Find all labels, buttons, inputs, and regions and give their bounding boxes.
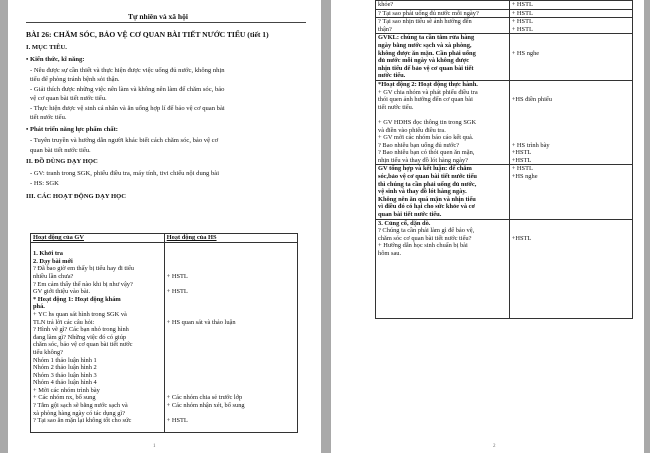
lesson-title: BÀI 26: CHĂM SÓC, BẢO VỆ CƠ QUAN BÀI TIẾT NƯỚC TIỂU (tiết 1): [26, 30, 269, 39]
cell-line: [167, 258, 295, 266]
cell-line: tiết nước tiểu.: [378, 103, 414, 111]
cell-line: +HS nghe: [511, 173, 538, 181]
cell-line: + GV mời các nhóm báo cáo kết quả.: [378, 134, 474, 142]
cell-line: Nhóm 2 thảo luận hình 2: [33, 364, 97, 372]
cell-line: [378, 258, 507, 266]
cell-line: [378, 303, 507, 311]
hs-cell: [509, 80, 632, 165]
table-row: [31, 242, 298, 433]
cell-line: GV giới thiệu vào bài.: [33, 288, 91, 296]
cell-line: [512, 89, 630, 97]
cell-line: + HSTL: [511, 1, 533, 8]
cell-line: [512, 227, 630, 235]
cell-line: chăm sóc cơ quan bài tiết nước tiểu?: [378, 234, 472, 242]
cell-line: [167, 357, 295, 365]
cell-line: 1. Khởi tra: [33, 250, 63, 258]
body-line: - Nêu được sự cần thiết và thực hiện được việc uống đủ nước, không nhịn: [30, 67, 225, 74]
cell-line: ? Đã bao giờ em thấy bị tiểu hay đi tiểu: [33, 265, 134, 273]
cell-line: [167, 410, 295, 418]
cell-line: vệ sinh và thay đồ lót hàng ngày.: [378, 188, 467, 196]
table-row: [376, 80, 633, 165]
gv-cell: [376, 34, 510, 81]
cell-line: phá.: [33, 303, 45, 311]
cell-line: [512, 104, 630, 112]
cell-line: *Hoạt động 2: Hoạt động thực hành.: [378, 80, 478, 88]
cell-line: nhịn tiểu để bảo vệ cơ quan bài tiết: [378, 64, 474, 72]
document-page-1: [8, 0, 321, 453]
page-header: Tự nhiên và xã hội: [128, 12, 188, 21]
cell-line: GVKL: chúng ta cần tắm rửa hàng: [378, 34, 475, 42]
gv-cell: [376, 219, 510, 319]
cell-line: + Hướng dẫn học sinh chuẩn bị bài: [378, 242, 468, 250]
cell-line: sóc,bảo vệ cơ quan bài tiết nước tiểu: [378, 173, 477, 181]
body-line: • Phát triển năng lực phẩm chất:: [26, 126, 118, 133]
cell-line: + HS trình bày: [511, 141, 550, 149]
cell-line: ? Hình vẽ gì? Các bạn nhỏ trong hình: [33, 326, 129, 334]
cell-line: + YC hs quan sát hình trong SGK và: [33, 310, 127, 318]
cell-line: + Các nhóm nhận xét, bổ sung: [166, 402, 245, 410]
cell-line: nhịn tiểu và thay đồ lót hàng ngày?: [378, 156, 468, 164]
cell-line: [167, 372, 295, 380]
cell-line: [167, 281, 295, 289]
cell-line: [167, 265, 295, 273]
activities-table: [30, 233, 298, 433]
cell-line: hôm sau.: [378, 250, 402, 257]
cell-line: thận?: [378, 25, 392, 33]
cell-line: [167, 326, 295, 334]
cell-line: thói quen ảnh hưởng đến cơ quan bài: [378, 96, 473, 104]
table-row: [376, 1, 633, 10]
cell-line: Nhóm 1 thảo luận hình 1: [33, 356, 97, 364]
cell-line: + HS nghe: [511, 49, 540, 57]
cell-line: + HSTL: [166, 288, 188, 296]
cell-line: +HSTL: [511, 156, 532, 164]
table-header-hs: Hoạt động của HS: [164, 234, 297, 243]
cell-line: Nhóm 3 thảo luận hình 3: [33, 371, 97, 379]
body-line: III. CÁC HOẠT ĐỘNG DẠY HỌC: [26, 193, 127, 200]
cell-line: thì chúng ta cần phải uống đủ nước,: [378, 180, 477, 188]
cell-line: [167, 334, 295, 342]
hs-cell: [509, 34, 632, 81]
cell-line: + HSTL: [511, 9, 533, 17]
cell-line: quan bài tiết nước tiểu.: [378, 211, 442, 219]
body-line: tiểu để phòng tránh bệnh sỏi thận.: [30, 76, 120, 83]
cell-line: + HSTL: [511, 25, 533, 33]
cell-line: + HSTL: [166, 417, 188, 425]
cell-line: + Các nhóm chia sẻ trước lớp: [166, 394, 243, 402]
cell-line: vì điều đó có hại cho sức khỏe và cơ: [378, 203, 476, 211]
hs-cell: [509, 219, 632, 319]
cell-line: [167, 349, 295, 357]
cell-line: [167, 303, 295, 311]
cell-line: [512, 34, 630, 42]
cell-line: [378, 265, 507, 273]
body-line: vệ cơ quan bài tiết nước tiểu.: [30, 95, 107, 102]
cell-line: Nhóm 4 thảo luận hình 4: [33, 379, 97, 387]
header-divider: [26, 22, 306, 23]
body-line: - HS: SGK: [30, 180, 59, 187]
cell-line: nhiều lần chưa?: [33, 272, 74, 280]
body-line: II. ĐỒ DÙNG DẠY HỌC: [26, 158, 98, 165]
cell-line: GV tổng hợp và kết luận: để chăm: [378, 165, 472, 173]
cell-line: ? Bao nhiêu bạn có thói quen ăn mặn,: [378, 149, 475, 157]
body-line: - Tuyên truyền và hướng dẫn người khác biết cách chăm sóc, bảo vệ cơ: [30, 137, 219, 144]
cell-line: [512, 42, 630, 50]
cell-line: [378, 296, 507, 304]
cell-line: + HSTL: [511, 18, 533, 26]
cell-line: và điền vào phiếu điều tra.: [378, 126, 446, 134]
cell-line: ? Tại sao nhịn tiểu sẽ ảnh hưởng đến: [378, 18, 472, 26]
cell-line: [512, 220, 630, 228]
cell-line: không được ăn mặn. Cần phải uống: [378, 49, 476, 57]
cell-line: ? Em cảm thấy thế nào khi bị như vậy?: [33, 280, 133, 288]
cell-line: [378, 280, 507, 288]
cell-line: [167, 243, 295, 251]
cell-line: 3. Củng cố, dặn dò.: [378, 219, 431, 227]
cell-line: [167, 296, 295, 304]
cell-line: đủ nước mỗi ngày và không được: [378, 57, 470, 65]
cell-line: [512, 111, 630, 119]
hs-cell: [509, 165, 632, 219]
cell-line: + GV chia nhóm và phát phiếu điều tra: [378, 88, 478, 96]
gv-cell: [376, 1, 510, 10]
cell-line: [512, 119, 630, 127]
cell-line: tiểu không?: [33, 348, 63, 356]
cell-line: + GV HDHS đọc thông tin trong SGK: [378, 118, 477, 126]
table-row: [376, 9, 633, 18]
cell-line: [167, 250, 295, 258]
cell-line: [378, 111, 507, 119]
hs-cell: [509, 9, 632, 18]
cell-line: đang làm gì? Những việc đó có giúp: [33, 333, 127, 341]
gv-cell: [376, 18, 510, 34]
cell-line: [167, 387, 295, 395]
table-row: [376, 34, 633, 81]
body-line: quan bài tiết nước tiểu.: [30, 147, 91, 154]
cell-line: [378, 311, 507, 319]
cell-line: + HS quan sát và thảo luận: [166, 318, 236, 326]
cell-line: + Mời các nhóm trình bày: [33, 386, 100, 394]
cell-line: [378, 288, 507, 296]
page-number: 1: [153, 444, 156, 449]
cell-line: ? Tắm gội sạch sẽ bằng nước sạch và: [33, 402, 128, 410]
cell-line: +HSTL: [511, 234, 532, 242]
activities-table-continued: [375, 0, 633, 319]
table-row: [376, 165, 633, 219]
cell-line: ? Tại sao phải uống đủ nước mỗi ngày?: [378, 9, 479, 17]
cell-line: Không nên ăn quá mặn và nhịn tiểu: [378, 195, 476, 203]
cell-line: xà phòng hàng ngày có tác dụng gì?: [33, 409, 126, 417]
cell-line: [167, 341, 295, 349]
document-page-2: [331, 0, 644, 453]
gv-cell: [31, 242, 165, 433]
body-line: - GV: tranh trong SGK, phiếu điều tra, máy tính, tivi chiếu nội dung bài: [30, 170, 220, 177]
hs-cell: [164, 242, 297, 433]
body-line: - Giải thích được những việc nên làm và không nên làm để chăm sóc, bảo: [30, 86, 225, 93]
cell-line: [378, 273, 507, 281]
cell-line: * Hoạt động 1: Hoạt động khám: [33, 295, 121, 303]
cell-line: [512, 81, 630, 89]
cell-line: [167, 379, 295, 387]
cell-line: +HS điền phiếu: [511, 96, 552, 104]
gv-cell: [376, 9, 510, 18]
cell-line: +HSTL: [511, 149, 532, 157]
cell-line: + HSTL: [166, 272, 188, 280]
cell-line: [512, 127, 630, 135]
cell-line: ? Chúng ta cần phải làm gì để bảo vệ,: [378, 227, 475, 235]
cell-line: 2. Dạy bài mới: [33, 257, 73, 265]
body-line: tiết nước tiểu.: [30, 114, 67, 121]
cell-line: ? Bao nhiêu bạn uống đủ nước?: [378, 141, 460, 149]
table-header-gv: Hoạt động của GV: [31, 234, 165, 243]
hs-cell: [509, 1, 632, 10]
cell-line: TLN trả lời các câu hỏi:: [33, 318, 95, 326]
table-row: [376, 18, 633, 34]
cell-line: khỏe?: [378, 1, 394, 8]
table-row: [376, 219, 633, 319]
cell-line: + HSTL: [511, 165, 533, 173]
page-number: 2: [493, 444, 496, 449]
body-line: I. MỤC TIÊU.: [26, 44, 67, 51]
cell-line: ? Tại sao ăn mặn lại không tốt cho sức: [33, 417, 132, 425]
cell-line: [512, 134, 630, 142]
cell-line: [167, 311, 295, 319]
body-line: - Thực hiện được vệ sinh cá nhân và ăn uống hợp lí để bảo vệ cơ quan bài: [30, 105, 225, 112]
cell-line: nước tiểu.: [378, 72, 406, 80]
cell-line: [167, 364, 295, 372]
cell-line: [33, 243, 162, 251]
cell-line: [167, 425, 295, 433]
hs-cell: [509, 18, 632, 34]
cell-line: + Các nhóm nx, bổ sung: [33, 394, 96, 402]
gv-cell: [376, 80, 510, 165]
cell-line: ngày bằng nước sạch và xà phòng,: [378, 41, 472, 49]
cell-line: chăm sóc, bảo vệ cơ quan bài tiết nước: [33, 341, 133, 349]
gv-cell: [376, 165, 510, 219]
body-line: • Kiến thức, kĩ năng:: [26, 56, 85, 63]
